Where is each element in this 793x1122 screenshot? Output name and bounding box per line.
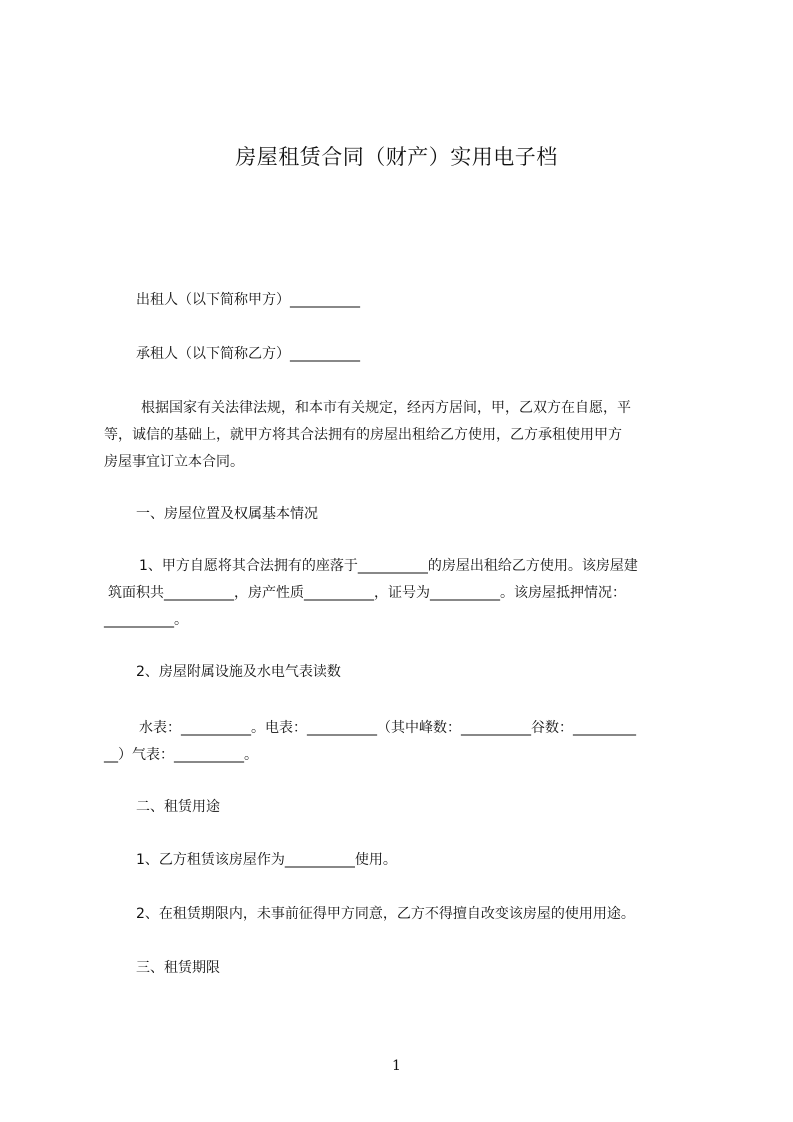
clause-2-2: 2、在租赁期限内，未事前征得甲方同意，乙方不得擅自改变该房屋的使用用途。 — [136, 906, 635, 922]
section-2-heading: 二、租赁用途 — [136, 799, 220, 815]
page-number: 1 — [392, 1058, 401, 1074]
section-3-heading: 三、租赁期限 — [136, 960, 220, 976]
preamble-line-2: 等，诚信的基础上，就甲方将其合法拥有的房屋出租给乙方使用，乙方承租使用甲方 — [104, 427, 622, 443]
document-title: 房屋租赁合同（财产）实用电子档 — [235, 145, 558, 169]
clause-2-1: 1、乙方租赁该房屋作为__________使用。 — [136, 852, 397, 868]
preamble-line-1: 根据国家有关法律法规，和本市有关规定，经丙方居间，甲，乙双方在自愿，平 — [141, 400, 631, 416]
clause-1-2: 2、房屋附属设施及水电气表读数 — [136, 664, 341, 680]
clause-1-1-line-3: __________。 — [104, 612, 188, 628]
lessee-line: 承租人（以下简称乙方）__________ — [136, 346, 360, 362]
clause-1-1-line-1: 1、甲方自愿将其合法拥有的座落于__________的房屋出租给乙方使用。该房屋建 — [139, 558, 638, 574]
section-1-heading: 一、房屋位置及权属基本情况 — [136, 506, 318, 522]
lessor-line: 出租人（以下简称甲方）__________ — [136, 292, 360, 308]
meter-line-1: 水表：__________。电表：__________（其中峰数：__________谷数：_________ — [139, 720, 636, 736]
clause-1-1-line-2: 筑面积共__________，房产性质__________，证号为__________。该房屋抵押情况： — [108, 585, 626, 601]
meter-line-2: __）气表：__________。 — [104, 747, 258, 763]
preamble-line-3: 房屋事宜订立本合同。 — [104, 454, 244, 470]
